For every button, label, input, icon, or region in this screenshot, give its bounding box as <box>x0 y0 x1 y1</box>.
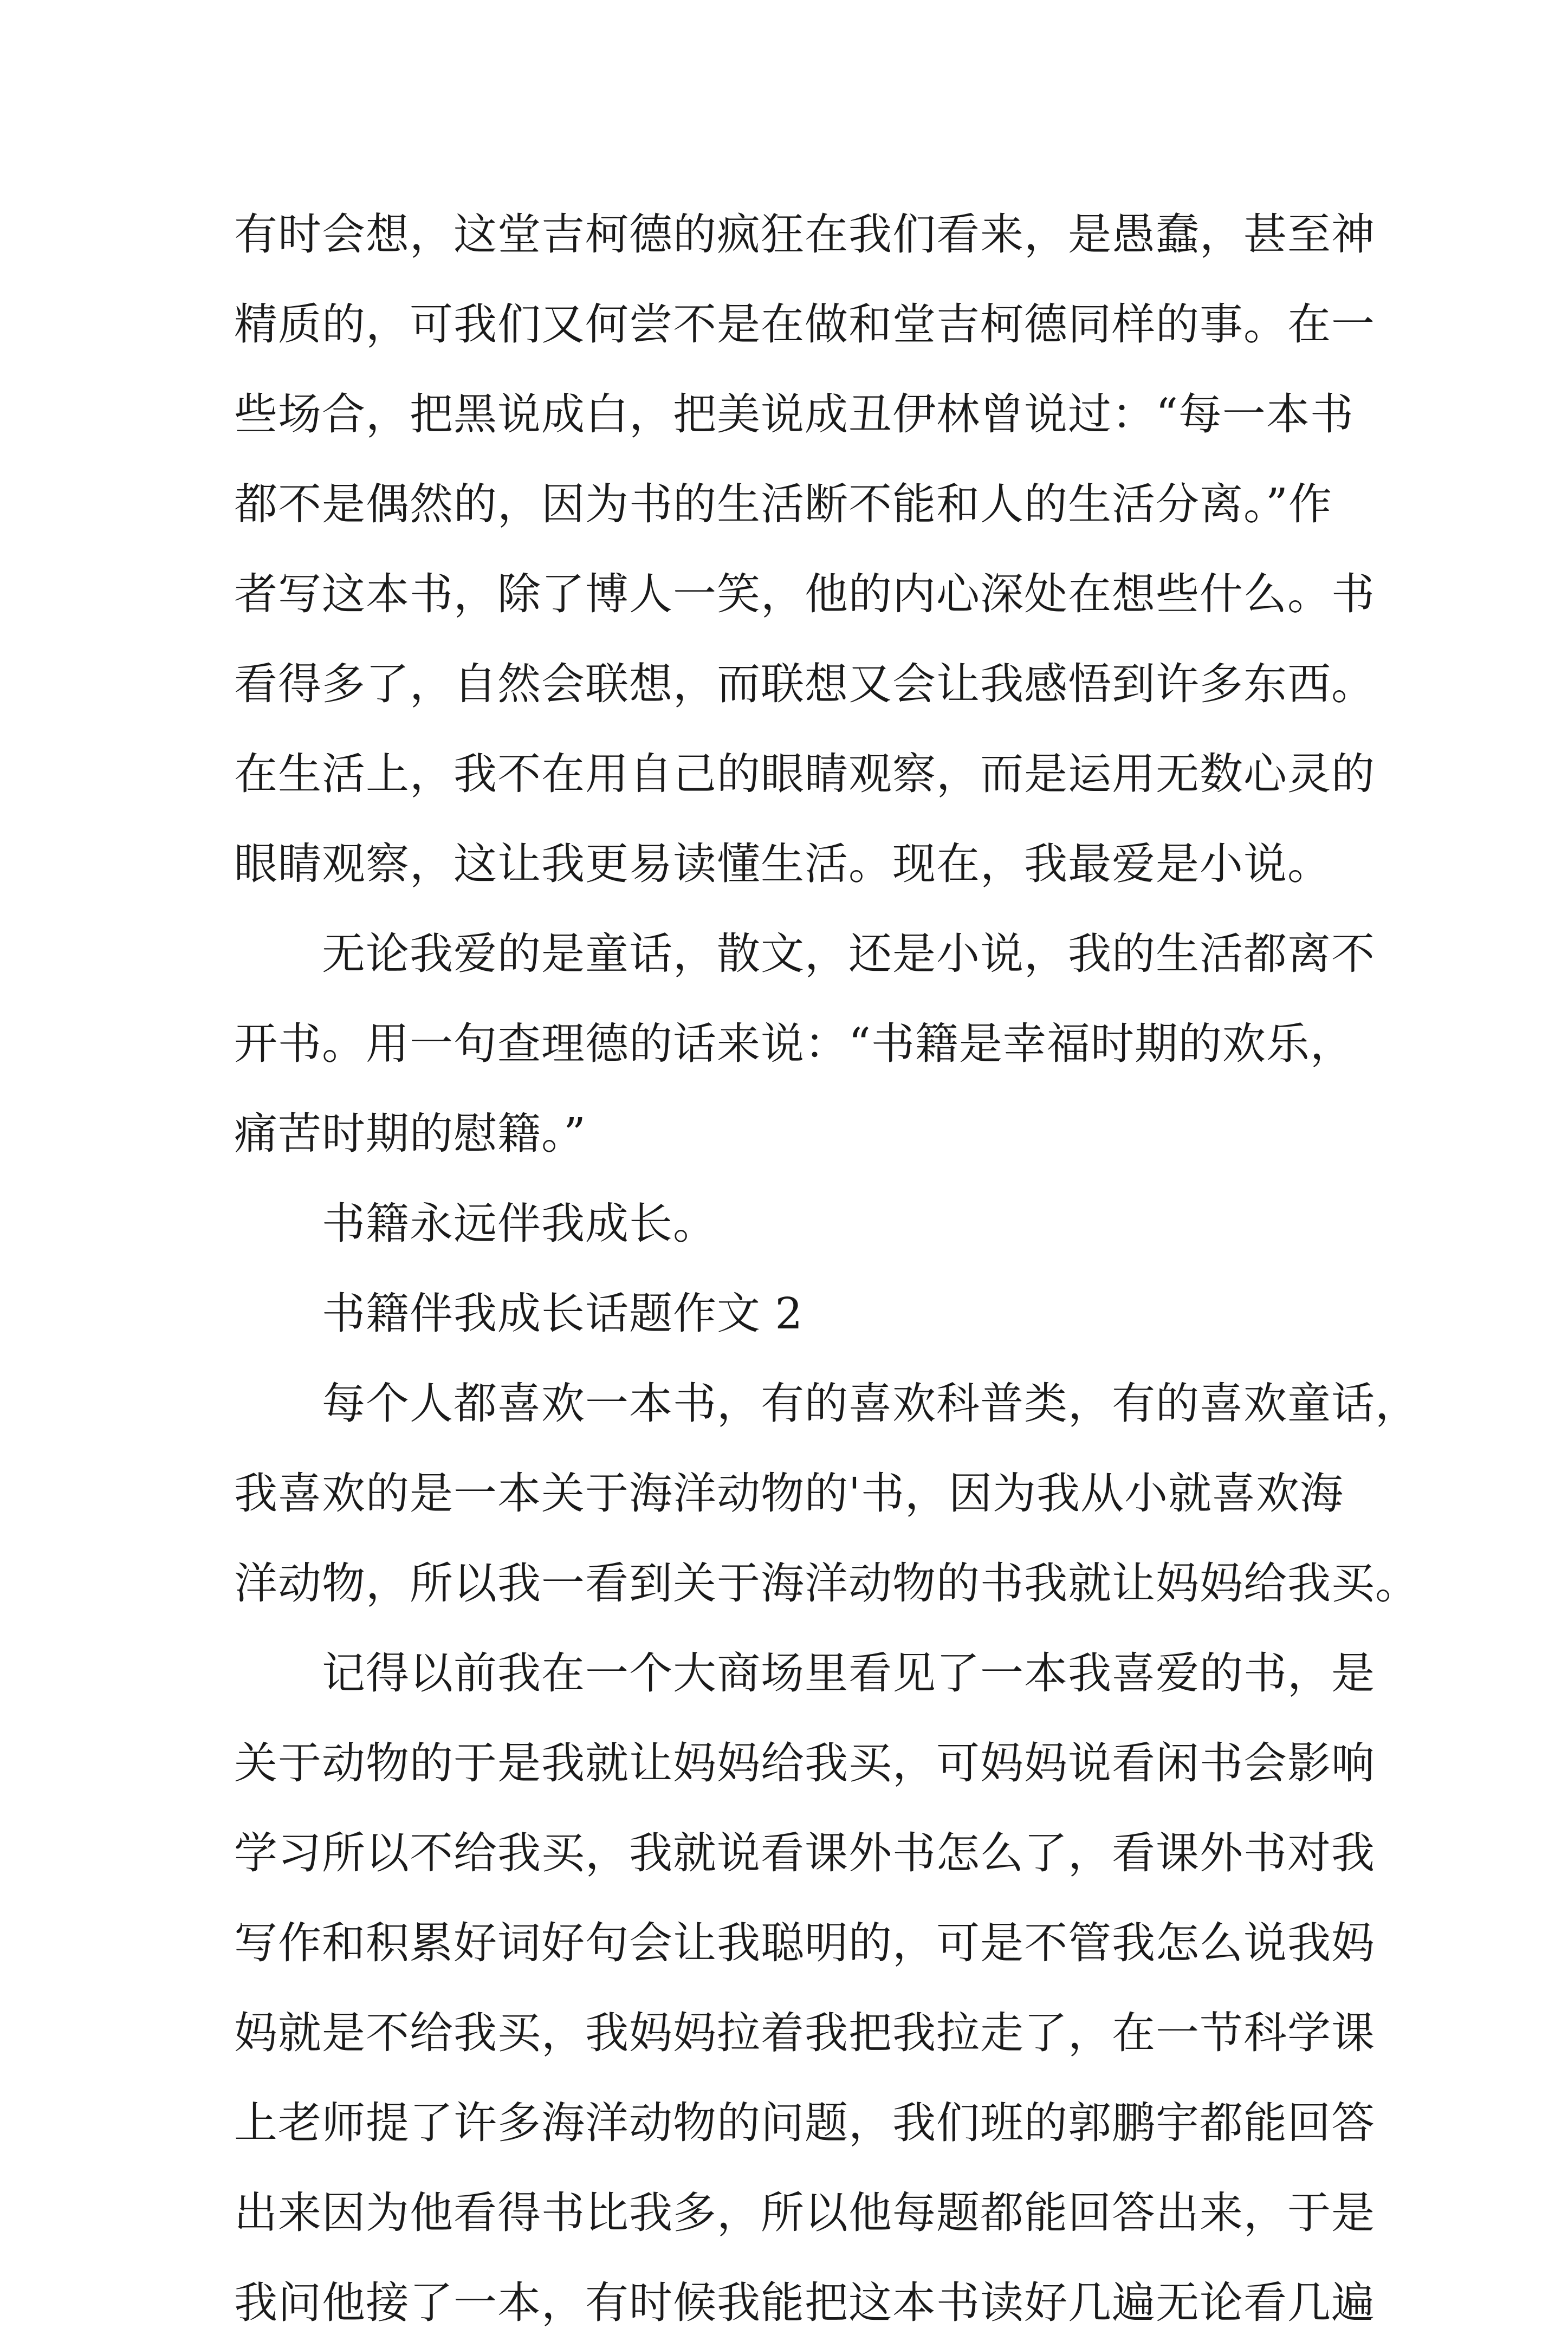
text-line-22: 上老师提了许多海洋动物的问题，我们班的郭鹏宇都能回答 <box>234 2098 1375 2148</box>
text-line-1: 有时会想，这堂吉柯德的疯狂在我们看来，是愚蠢，甚至神 <box>234 209 1375 260</box>
text-line-16: 洋动物，所以我一看到关于海洋动物的书我就让妈妈给我买。 <box>234 1558 1419 1608</box>
text-line-5: 者写这本书，除了博人一笑，他的内心深处在想些什么。书 <box>234 569 1375 619</box>
text-line-14: 每个人都喜欢一本书，有的喜欢科普类，有的喜欢童话， <box>322 1378 1419 1429</box>
text-line-7: 在生活上，我不在用自己的眼睛观察，而是运用无数心灵的 <box>234 749 1375 799</box>
text-line-12: 书籍永远伴我成长。 <box>322 1198 717 1249</box>
text-line-11: 痛苦时期的慰籍。” <box>234 1108 586 1159</box>
text-line-6: 看得多了，自然会联想，而联想又会让我感悟到许多东西。 <box>234 659 1375 709</box>
text-line-2: 精质的，可我们又何尝不是在做和堂吉柯德同样的事。在一 <box>234 299 1375 349</box>
text-line-10: 开书。用一句查理德的话来说：“书籍是幸福时期的欢乐， <box>234 1019 1354 1069</box>
text-line-24: 我问他接了一本，有时候我能把这本书读好几遍无论看几遍 <box>234 2278 1375 2328</box>
text-line-9: 无论我爱的是童话，散文，还是小说，我的生活都离不 <box>322 929 1375 979</box>
text-line-23: 出来因为他看得书比我多，所以他每题都能回答出来，于是 <box>234 2188 1375 2238</box>
text-line-18: 关于动物的于是我就让妈妈给我买，可妈妈说看闲书会影响 <box>234 1738 1375 1788</box>
text-line-3: 些场合，把黑说成白，把美说成丑伊林曾说过：“每一本书 <box>234 389 1354 439</box>
section-heading: 书籍伴我成长话题作文 2 <box>322 1288 804 1339</box>
text-line-20: 写作和积累好词好句会让我聪明的，可是不管我怎么说我妈 <box>234 1918 1375 1968</box>
text-line-15: 我喜欢的是一本关于海洋动物的'书，因为我从小就喜欢海 <box>234 1468 1344 1519</box>
text-line-21: 妈就是不给我买，我妈妈拉着我把我拉走了，在一节科学课 <box>234 2008 1375 2058</box>
text-line-19: 学习所以不给我买，我就说看课外书怎么了，看课外书对我 <box>234 1828 1375 1878</box>
text-line-17: 记得以前我在一个大商场里看见了一本我喜爱的书，是 <box>322 1648 1375 1698</box>
document-body <box>234 190 1419 2348</box>
text-line-8: 眼睛观察，这让我更易读懂生活。现在，我最爱是小说。 <box>234 839 1331 889</box>
text-line-4: 都不是偶然的，因为书的生活断不能和人的生活分离。”作 <box>234 479 1332 529</box>
